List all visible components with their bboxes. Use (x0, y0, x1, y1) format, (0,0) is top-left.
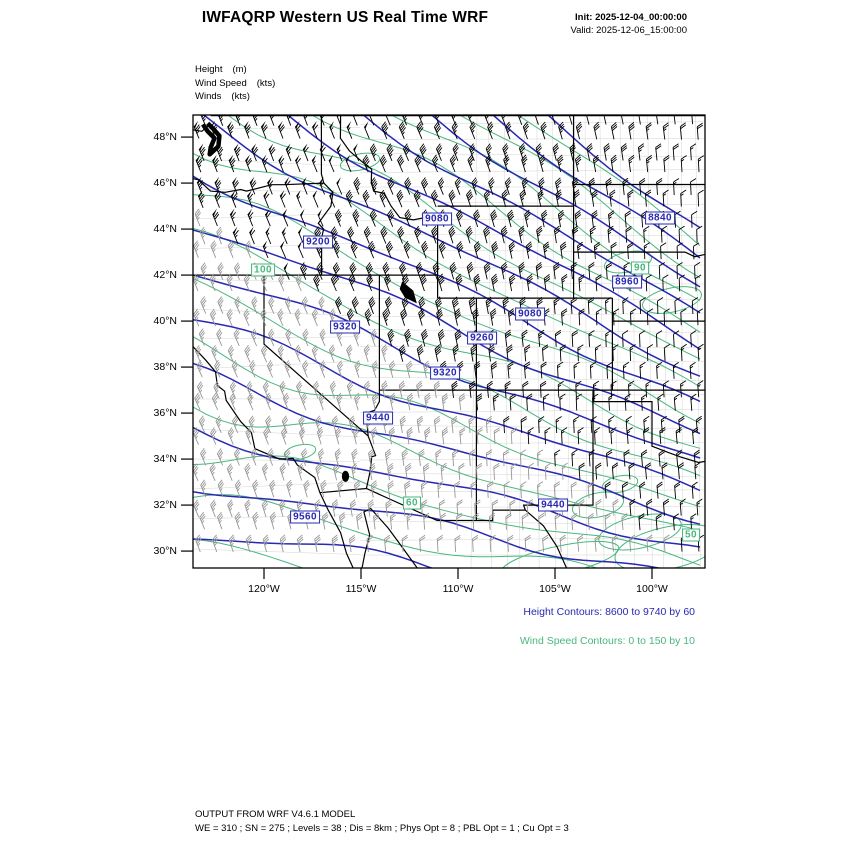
lat-tick-label: 46°N (153, 177, 177, 190)
wind-speed-contours (193, 0, 725, 652)
wind-contour-label: 100 (251, 264, 275, 277)
lat-tick-label: 42°N (153, 269, 177, 282)
page-title: IWFAQRP Western US Real Time WRF (201, 9, 489, 26)
footer-line1: OUTPUT FROM WRF V4.6.1 MODEL (195, 809, 356, 820)
wind-contour-label: 90 (631, 262, 649, 275)
lon-tick-label: 120°W (248, 583, 280, 595)
lat-tick-label: 44°N (153, 223, 177, 236)
lat-tick-label: 30°N (153, 545, 177, 558)
lon-tick-label: 105°W (539, 583, 571, 595)
height-contour-label: 9200 (303, 236, 333, 249)
lat-tick-label: 32°N (153, 499, 177, 512)
footer-line2: WE = 310 ; SN = 275 ; Levels = 38 ; Dis = 8km ; Phys Opt = 8 ; PBL Opt = 1 ; Cu Opt = 3 (195, 823, 569, 834)
lat-tick-label: 34°N (153, 453, 177, 466)
height-contour-label: 9080 (422, 213, 452, 226)
valid-label: Valid: (570, 25, 594, 36)
height-contour-label: 9260 (467, 332, 497, 345)
init-value: 2025-12-04_00:00:00 (595, 12, 687, 23)
legend-field-unit: (kts) (256, 77, 276, 89)
lat-tick-label: 36°N (153, 407, 177, 420)
height-contour-label: 9320 (430, 367, 460, 380)
legend-field-unit: (m) (232, 64, 247, 75)
lon-tick-label: 110°W (442, 583, 474, 595)
salton-sea (342, 471, 348, 481)
height-contour-label: 9080 (515, 308, 545, 321)
height-contour-label: 9440 (363, 412, 393, 425)
height-contour-label: 9560 (290, 511, 320, 524)
legend-field-unit: (kts) (231, 91, 250, 102)
wind-contour-label: 60 (403, 497, 421, 510)
height-contour-label: 9320 (330, 321, 360, 334)
lat-tick-label: 40°N (153, 315, 177, 328)
legend-field-name: Winds (195, 91, 222, 102)
lon-tick-label: 100°W (636, 583, 668, 595)
height-contour-label: 8840 (645, 212, 675, 225)
wind-contour-info: Wind Speed Contours: 0 to 150 by 10 (519, 635, 695, 647)
lat-tick-label: 48°N (153, 131, 177, 144)
model-footer (195, 808, 569, 836)
wind-contour-label: 50 (682, 529, 700, 542)
legend-field-name: Wind Speed (195, 77, 247, 89)
height-contour-label: 9440 (538, 499, 568, 512)
valid-value: 2025-12-06_15:00:00 (596, 25, 687, 36)
lat-tick-label: 38°N (153, 361, 177, 374)
height-contour-label: 8960 (612, 276, 642, 289)
height-contour-info: Height Contours: 8600 to 9740 by 60 (523, 606, 695, 618)
init-label: Init: (575, 12, 593, 23)
lon-tick-label: 115°W (345, 583, 377, 595)
legend-field-name: Height (195, 64, 223, 75)
